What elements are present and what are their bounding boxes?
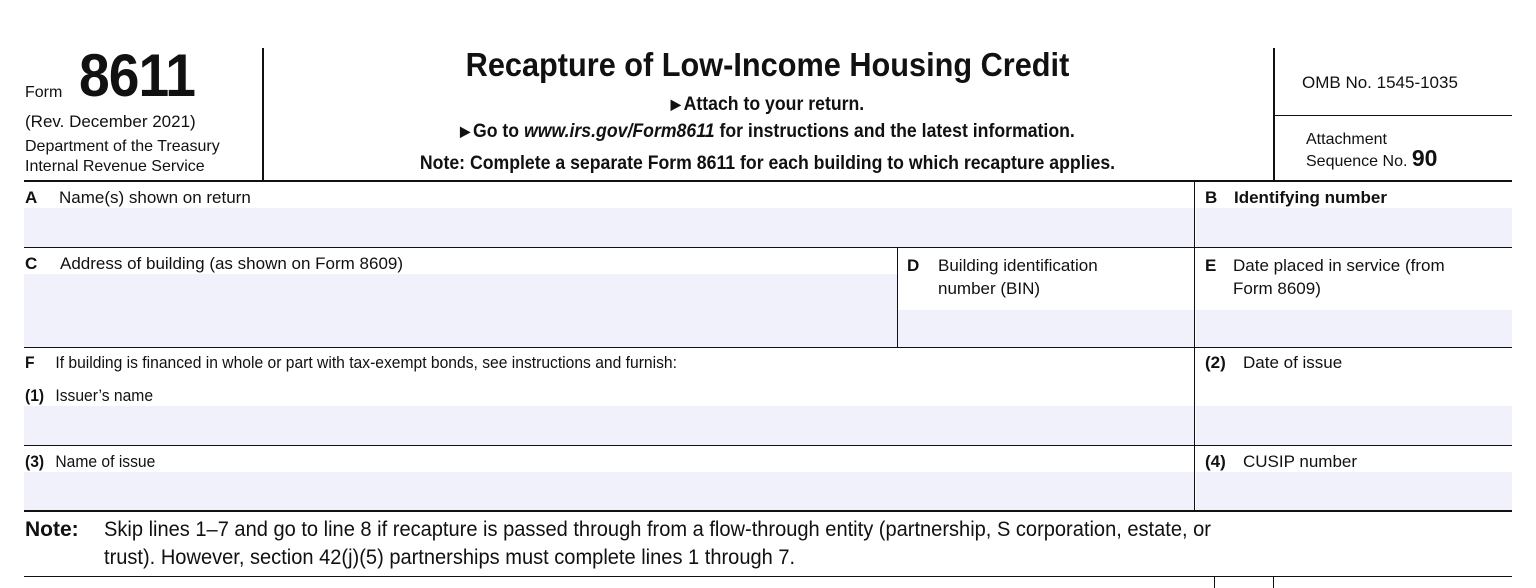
row-divider-f12 [24,445,1512,446]
field-f-label [25,353,677,373]
goto-instruction [297,121,1237,143]
field-f-letter: F [25,353,35,372]
field-a-label [25,188,251,208]
row-divider-cde [24,347,1512,348]
field-e-label [1205,254,1445,300]
attachment-label: Attachment [1306,131,1387,148]
field-c-text: Address of building (as shown on Form 8609) [60,254,404,273]
attach-instruction [297,94,1237,116]
header-divider-left [262,48,264,181]
field-f-text: If building is financed in whole or part with tax-exempt bonds, see instructions and furnish: [55,353,677,372]
form-title: Recapture of Low-Income Housing Credit [465,46,1070,83]
bin-field[interactable] [898,310,1194,347]
field-f1-number: (1) [25,386,45,405]
header-note: Note: Complete a separate Form 8611 for each building to which recapture applies. [419,153,1116,174]
arrow-right-icon: ▶ [460,123,471,139]
field-b-text: Identifying number [1234,188,1387,207]
field-b-letter: B [1205,188,1218,207]
row-divider-ab [24,247,1512,248]
amount-column-divider [1273,577,1274,588]
sequence-number: 90 [1411,145,1438,171]
field-f2-text: Date of issue [1243,353,1343,372]
line-number-divider [1214,577,1215,588]
field-e-text-line1: Date placed in service (from [1233,256,1445,275]
form-number: 8611 [79,42,196,109]
name-of-issue-field[interactable] [24,472,1194,510]
irs-url-link[interactable]: www.irs.gov/Form8611 [524,121,715,142]
note-line-1: Skip lines 1–7 and go to line 8 if recapture is passed through from a flow-through entity (partnership, S corporation, estate, or [104,518,1211,541]
field-b-label [1205,188,1387,208]
field-f2-label [1205,353,1342,373]
field-a-letter: A [25,188,38,207]
field-d-letter: D [907,256,920,275]
note-line-2: trust). However, section 42(j)(5) partnerships must complete lines 1 through 7. [104,546,796,569]
goto-suffix: for instructions and the latest information. [714,121,1075,142]
field-d-text-line1: Building identification [938,256,1098,275]
note-label: Note: [25,518,79,541]
bottom-rule [24,576,1512,577]
issuer-name-field[interactable] [24,406,1194,445]
omb-divider [1274,115,1512,116]
omb-number: OMB No. 1545-1035 [1302,73,1458,92]
revision-date: (Rev. December 2021) [25,112,196,131]
field-c-letter: C [25,254,38,273]
building-address-field[interactable] [24,274,897,347]
field-f3-label [25,452,155,472]
field-f4-number: (4) [1205,452,1226,471]
field-c-label [25,254,403,274]
form-word: Form [25,84,63,101]
field-e-letter: E [1205,256,1217,275]
column-divider-right [1194,182,1195,510]
field-d-text-line2: number (BIN) [938,279,1041,298]
field-f4-text: CUSIP number [1243,452,1358,471]
field-f4-label [1205,452,1357,472]
identifying-number-field[interactable] [1196,208,1512,247]
cusip-number-field[interactable] [1196,472,1512,510]
department-block [25,137,220,177]
field-f1-label [25,386,153,406]
agency-name: Internal Revenue Service [25,158,205,175]
attachment-sequence [1306,130,1437,171]
department-name: Department of the Treasury [25,138,220,155]
field-f2-number: (2) [1205,353,1226,372]
field-f3-text: Name of issue [55,452,156,471]
goto-prefix: Go to [472,121,525,142]
field-d-label [907,254,1098,300]
column-divider-d [897,248,898,347]
header-rule [24,180,1512,182]
sequence-label: Sequence No. [1306,153,1408,170]
field-a-text: Name(s) shown on return [59,188,251,207]
field-e-text-line2: Form 8609) [1233,279,1321,298]
attach-text: Attach to your return. [683,94,865,115]
name-field[interactable] [24,208,1194,247]
arrow-right-icon: ▶ [670,96,681,112]
field-f3-number: (3) [25,452,45,471]
date-of-issue-field[interactable] [1196,406,1512,445]
field-f1-text: Issuer’s name [55,386,154,405]
date-placed-in-service-field[interactable] [1196,310,1512,347]
row-divider-f34 [24,510,1512,512]
